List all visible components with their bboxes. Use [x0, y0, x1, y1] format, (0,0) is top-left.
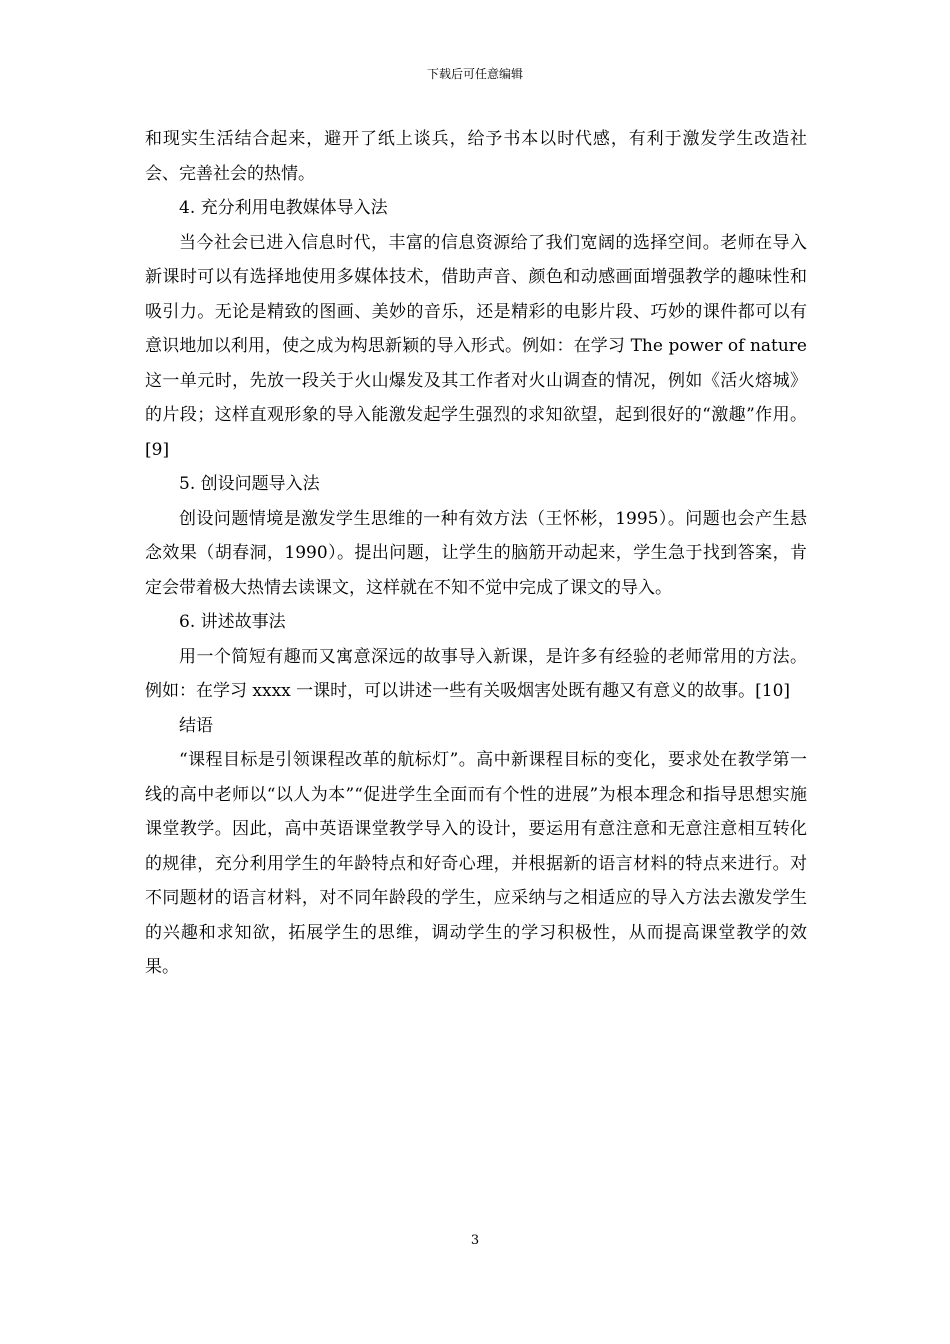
conclusion-heading: 结语 — [179, 715, 213, 736]
page-number: 3 — [470, 1233, 480, 1248]
paragraph-continuation: 和现实生活结合起来，避开了纸上谈兵，给予书本以时代感，有利于激发学生改造社会、完善社会的热情。 — [145, 129, 807, 184]
section-heading-6: 6. 讲述故事法 — [179, 612, 286, 632]
paragraph-story-intro: 用一个简短有趣而又寓意深远的故事导入新课，是许多有经验的老师常用的方法。例如：在学习 xxxx 一课时，可以讲述一些有关吸烟害处既有趣又有意义的故事。[10] — [145, 646, 807, 701]
section-heading-4: 4. 充分利用电教媒体导入法 — [179, 198, 388, 218]
paragraph-multimedia-intro: 当今社会已进入信息时代，丰富的信息资源给了我们宽阔的选择空间。老师在导入新课时可以有选择地使用多媒体技术，借助声音、颜色和动感画面增强教学的趣味性和吸引力。无论是精致的图画、美妙的音乐，还是精彩的电影片段、巧妙的课件都可以有意识地加以利用，使之成为构思新颖的导入形式。例如：在学习 The power of nature 这一单元时，先放一段关于火山爆发及其工作者对火山调查的情况，例如《活火熔城》的片段；这样直观形象的导入能激发起学生强烈的求知欲望，起到很好的“激趣”作用。[9] — [145, 232, 807, 460]
paragraph-conclusion: “课程目标是引领课程改革的航标灯”。高中新课程目标的变化，要求处在教学第一线的高中老师以“以人为本”“促进学生全面而有个性的进展”为根本理念和指导思想实施课堂教学。因此，高中英语课堂教学导入的设计，要运用有意注意和无意注意相互转化的规律，充分利用学生的年龄特点和好奇心理，并根据新的语言材料的特点来进行。对不同题材的语言材料，对不同年龄段的学生，应采纳与之相适应的导入方法去激发学生的兴趣和求知欲，拓展学生的思维，调动学生的学习积极性，从而提高课堂教学的效果。 — [145, 750, 807, 977]
document-body — [145, 122, 807, 985]
page-header: 下载后可任意编辑 — [426, 67, 523, 81]
section-heading-5: 5. 创设问题导入法 — [179, 474, 320, 494]
paragraph-question-intro: 创设问题情境是激发学生思维的一种有效方法（王怀彬，1995）。问题也会产生悬念效果（胡春洞，1990）。提出问题，让学生的脑筋开动起来，学生急于找到答案，肯定会带着极大热情去读课文，这样就在不知不觉中完成了课文的导入。 — [145, 508, 807, 598]
